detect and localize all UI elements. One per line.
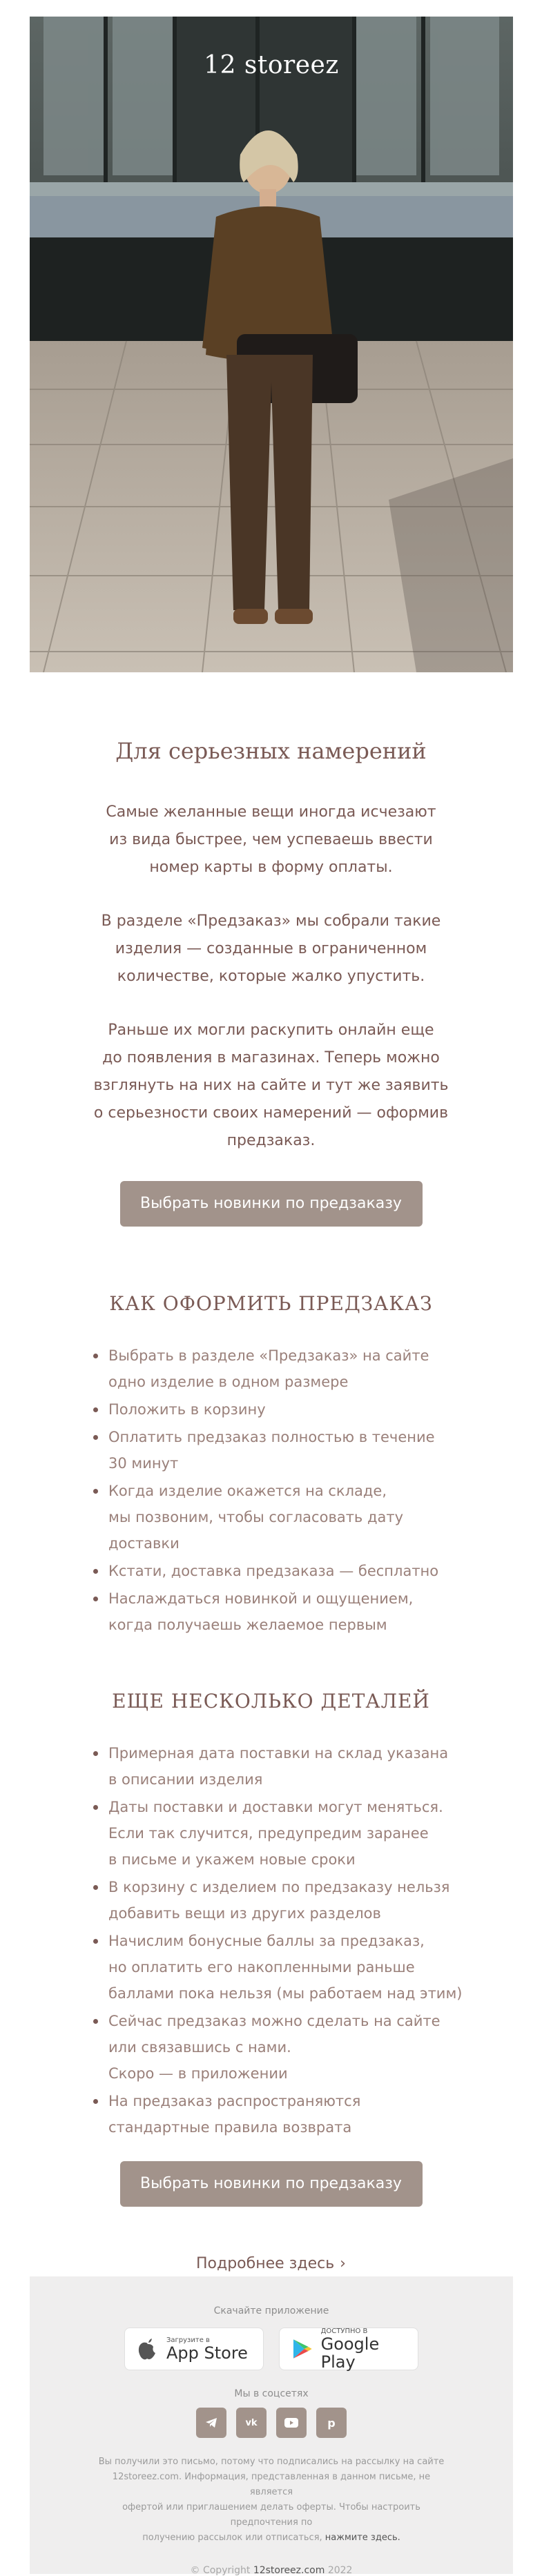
intro-paragraph [78,1017,465,1155]
intro-paragraph-line: о серьезности своих намерений — оформив [93,1104,449,1122]
how-to-item-line: Выбрать в разделе «Предзаказ» на сайте [108,1347,429,1364]
hero-image [30,17,513,672]
how-to-item-line: Когда изделие окажется на складе, [108,1483,387,1499]
details-item-line: или связавшись с нами. [108,2039,291,2056]
details-item [93,2008,480,2087]
brand-logo[interactable]: 12 storeez [204,51,339,79]
legal-line-text: Вы получили это письмо, потому что подписались на рассылку на сайте [98,2457,445,2467]
legal-line [92,2455,451,2470]
app-store-name: App Store [166,2343,248,2363]
hero-photo-illustration [30,17,513,672]
details-list [0,1740,480,2140]
how-to-item [93,1396,480,1423]
details-item-line: в письме и укажем новые сроки [108,1851,356,1868]
how-to-item-line: Оплатить предзаказ полностью в течение [108,1429,435,1445]
details-item-line: На предзаказ распространяются [108,2093,361,2109]
social-label: Мы в соцсетях [234,2388,309,2399]
pinterest-icon[interactable]: p [316,2408,347,2438]
details-item-line: Примерная дата поставки на склад указана [108,1745,449,1762]
how-to-item-line: Кстати, доставка предзаказа — бесплатно [108,1563,439,1579]
intro-paragraph-line: до появления в магазинах. Теперь можно [102,1049,440,1066]
more-link[interactable] [0,2255,542,2272]
legal-line [92,2500,451,2530]
details-item-line: баллами пока нельзя (мы работаем над этим) [108,1985,463,2002]
intro-text [0,799,542,1155]
how-to-item-line: доставки [108,1535,180,1552]
how-to-item-line: одно изделие в одном размере [108,1374,349,1390]
how-to-item-line: 30 минут [108,1455,179,1472]
details-item-line: Начислим бонусные баллы за предзаказ, [108,1933,425,1949]
how-to-item-line: Положить в корзину [108,1401,266,1418]
google-play-name: Google Play [320,2334,380,2372]
intro-paragraph-line: Самые желанные вещи иногда исчезают [106,803,436,821]
email-body [0,672,542,2272]
legal-line-text: 12storeez.com. Информация, представленная в данном письме, не является [112,2472,431,2497]
intro-paragraph-line: предзаказ. [226,1132,316,1149]
details-item-line: но оплатить его накопленными раньше [108,1959,415,1975]
preorder-button-bottom[interactable]: Выбрать новинки по предзаказу [120,2161,423,2207]
details-item [93,2088,480,2140]
more-link-label[interactable]: Подробнее здесь [196,2255,335,2272]
intro-paragraph [78,908,465,991]
how-to-item [93,1478,480,1557]
intro-paragraph-line: В разделе «Предзаказ» мы собрали такие [101,913,441,930]
copyright-prefix: © Copyright [190,2565,251,2576]
legal-line [92,2470,451,2500]
intro-paragraph-line: взглянуть на них на сайте и тут же заявить [93,1077,449,1094]
how-to-item-line: когда получаешь желаемое первым [108,1617,387,1633]
google-play-sub: ДОСТУПНО В [320,2327,368,2335]
intro-paragraph [78,799,465,881]
details-item-line: в описании изделия [108,1771,263,1788]
legal-line-text: офертой или приглашением делать оферты. Чтобы настроить предпочтения по [122,2502,420,2528]
how-to-list [0,1343,480,1638]
intro-paragraph-line: изделия — созданные в ограниченном [115,940,427,957]
legal-text [92,2455,451,2546]
google-play-icon [292,2338,313,2360]
details-item-line: Скоро — в приложении [108,2065,288,2082]
intro-title: Для серьезных намерений [115,738,427,764]
details-title: ЕЩЕ НЕСКОЛЬКО ДЕТАЛЕЙ [112,1690,430,1713]
chevron-right-icon: › [340,2255,346,2272]
copyright-year: 2022 [327,2565,353,2576]
how-to-item [93,1424,480,1476]
how-to-title: КАК ОФОРМИТЬ ПРЕДЗАКАЗ [109,1292,433,1315]
details-item-line: Сейчас предзаказ можно сделать на сайте [108,2013,441,2029]
intro-paragraph-line: из вида быстрее, чем успеваешь ввести [109,831,433,848]
preorder-button-top[interactable]: Выбрать новинки по предзаказу [120,1181,423,1227]
details-item-line: стандартные правила возврата [108,2119,352,2136]
how-to-item-line: мы позвоним, чтобы согласовать дату [108,1509,404,1525]
details-item [93,1874,480,1926]
legal-line-text: получению рассылок или отписаться, [142,2533,322,2543]
details-item [93,1740,480,1793]
unsubscribe-link[interactable]: нажмите здесь. [325,2533,400,2543]
copyright-site-link[interactable]: 12storeez.com [253,2565,325,2576]
intro-paragraph-line: Раньше их могли раскупить онлайн еще [108,1022,434,1039]
copyright [30,2565,513,2576]
intro-paragraph-line: номер карты в форму оплаты. [149,859,393,876]
details-item-line: Даты поставки и доставки могут меняться. [108,1799,443,1815]
telegram-icon[interactable] [196,2408,226,2438]
footer [30,2276,513,2574]
apple-icon [137,2337,158,2361]
legal-line [92,2530,451,2546]
app-label: Скачайте приложение [213,2305,329,2316]
details-item-line: Если так случится, предупредим заранее [108,1825,429,1842]
how-to-item [93,1343,480,1395]
google-play-badge[interactable] [279,2328,418,2370]
how-to-item-line: Наслаждаться новинкой и ощущением, [108,1590,414,1607]
details-item [93,1794,480,1873]
how-to-item [93,1585,480,1638]
details-item [93,1928,480,2007]
app-store-badge[interactable] [124,2328,264,2370]
vk-icon[interactable]: vk [236,2408,267,2438]
details-item-line: добавить вещи из других разделов [108,1905,381,1922]
how-to-item [93,1558,480,1584]
youtube-icon[interactable] [276,2408,307,2438]
intro-paragraph-line: количестве, которые жалко упустить. [117,968,425,985]
details-item-line: В корзину с изделием по предзаказу нельзя [108,1879,450,1895]
app-store-sub: Загрузите в [166,2336,210,2344]
